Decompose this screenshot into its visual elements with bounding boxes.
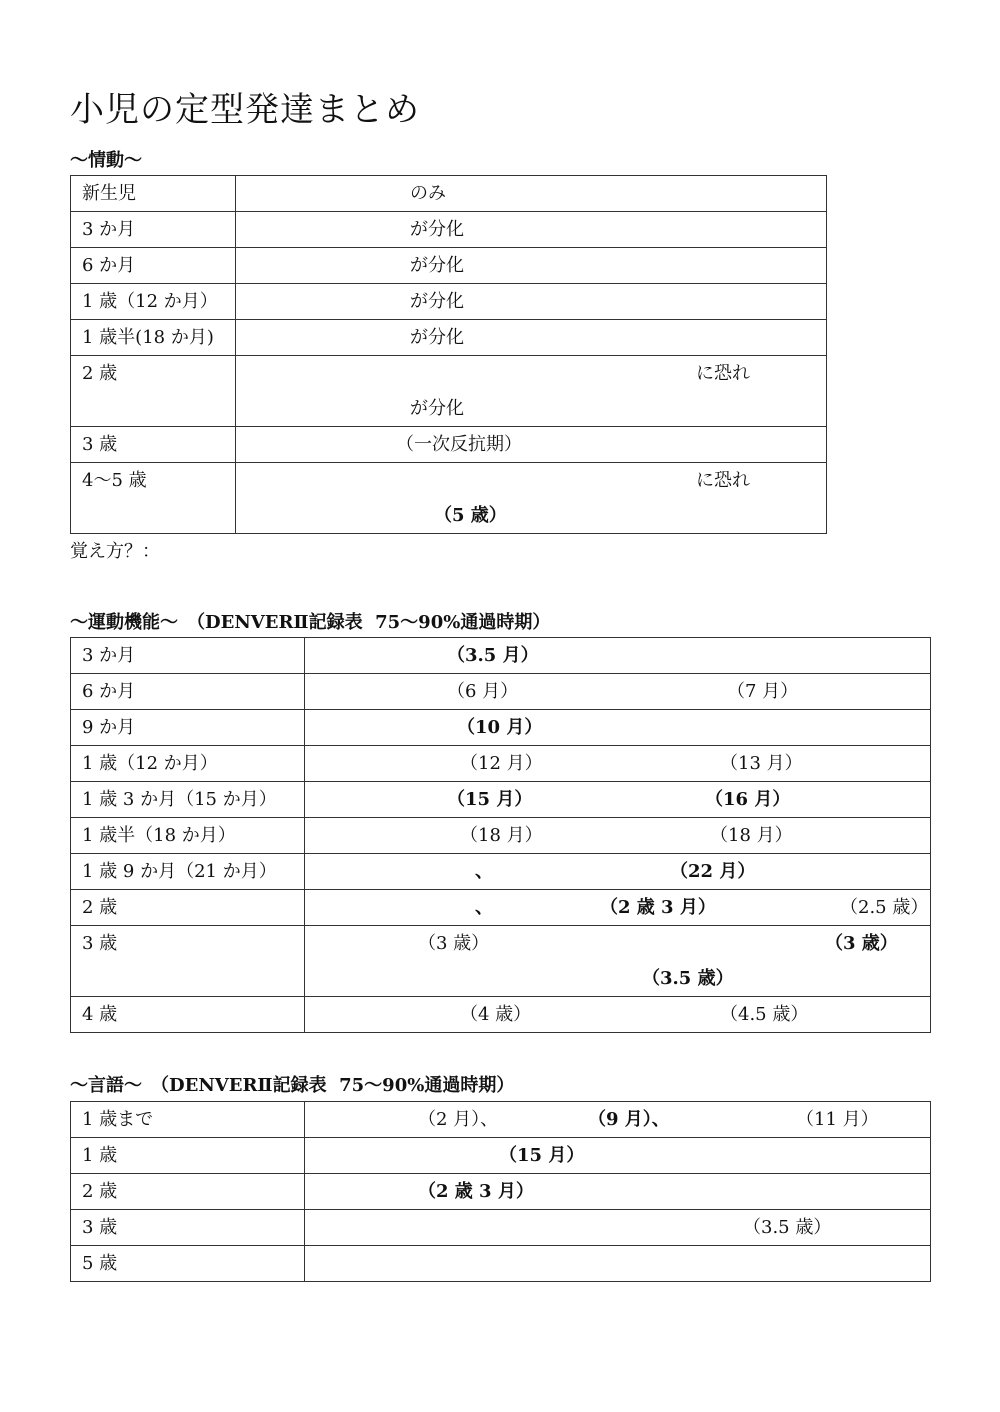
milestone-text: （15 月） (447, 789, 533, 810)
age-cell (71, 427, 236, 463)
language-table (70, 1101, 931, 1282)
language-row (71, 1174, 931, 1210)
age-label: 1 歳（12 か月） (82, 291, 218, 312)
age-cell (71, 854, 305, 890)
age-cell (71, 890, 305, 926)
milestone-text: （6 月） (447, 681, 519, 702)
milestone-line (305, 890, 930, 925)
language-row (71, 1102, 931, 1138)
milestone-text: （2 月）、 (418, 1109, 499, 1130)
age-label: 3 歳 (82, 933, 118, 954)
milestone-line (236, 427, 826, 462)
page-title: 小児の定型発達まとめ (70, 90, 420, 130)
milestone-cell (236, 356, 827, 427)
motor-table (70, 637, 931, 1033)
milestone-text: （2 歳 3 月） (418, 1181, 534, 1202)
milestone-text: （22 月） (670, 861, 756, 882)
milestone-text: が分化 (410, 398, 464, 419)
milestone-text: が分化 (410, 291, 464, 312)
milestone-line (305, 1102, 930, 1137)
emotion-row (71, 427, 827, 463)
milestone-cell (305, 997, 931, 1033)
milestone-text: （3.5 歳） (642, 968, 734, 989)
motor-row (71, 746, 931, 782)
milestone-line (305, 782, 930, 817)
age-label: 1 歳 9 か月（21 か月） (82, 861, 277, 882)
milestone-cell (305, 638, 931, 674)
age-cell (71, 176, 236, 212)
language-row (71, 1138, 931, 1174)
milestone-text: （12 月） (460, 753, 543, 774)
age-label: 2 歳 (82, 897, 118, 918)
milestone-cell (305, 854, 931, 890)
age-label: 3 か月 (82, 645, 136, 666)
age-cell (71, 926, 305, 997)
age-cell (71, 1210, 305, 1246)
age-label: 4〜5 歳 (82, 470, 147, 491)
milestone-line (236, 248, 826, 283)
milestone-cell (305, 674, 931, 710)
milestone-text: （18 月） (710, 825, 793, 846)
motor-heading: 〜運動機能〜 （DENVERⅡ記録表 75〜90%通過時期） (70, 612, 551, 633)
age-cell (71, 746, 305, 782)
emotion-row (71, 463, 827, 534)
emotion-row (71, 212, 827, 248)
language-row (71, 1210, 931, 1246)
age-cell (71, 782, 305, 818)
motor-row (71, 997, 931, 1033)
age-label: 1 歳（12 か月） (82, 753, 218, 774)
milestone-text: が分化 (410, 327, 464, 348)
milestone-text: （9 月）、 (588, 1109, 670, 1130)
milestone-cell (305, 1138, 931, 1174)
motor-row (71, 854, 931, 890)
age-label: 6 か月 (82, 681, 136, 702)
age-label: 4 歳 (82, 1004, 118, 1025)
age-cell (71, 320, 236, 356)
milestone-cell (305, 1210, 931, 1246)
motor-row (71, 782, 931, 818)
milestone-line (305, 1210, 930, 1245)
milestone-cell (305, 1246, 931, 1282)
age-label: 6 か月 (82, 255, 136, 276)
milestone-line (305, 926, 930, 961)
milestone-line (305, 1246, 930, 1281)
milestone-text: 、 (475, 861, 493, 882)
age-label: 9 か月 (82, 717, 136, 738)
age-label: 5 歳 (82, 1253, 118, 1274)
motor-row (71, 818, 931, 854)
milestone-cell (305, 890, 931, 926)
age-label: 1 歳 (82, 1145, 118, 1166)
milestone-text: 、 (475, 897, 493, 918)
milestone-text: （16 月） (705, 789, 791, 810)
emotion-row (71, 356, 827, 427)
milestone-cell (305, 710, 931, 746)
milestone-line (305, 710, 930, 745)
emotion-row (71, 284, 827, 320)
emotion-row (71, 320, 827, 356)
milestone-cell (305, 1174, 931, 1210)
milestone-cell (236, 212, 827, 248)
age-label: 2 歳 (82, 1181, 118, 1202)
milestone-text: のみ (410, 183, 446, 204)
age-cell (71, 674, 305, 710)
age-label: 1 歳半(18 か月) (82, 327, 214, 348)
age-label: 1 歳 3 か月（15 か月） (82, 789, 277, 810)
milestone-text: （4.5 歳） (720, 1004, 809, 1025)
age-cell (71, 356, 236, 427)
milestone-line (305, 818, 930, 853)
milestone-line (305, 997, 930, 1032)
milestone-text: （11 月） (796, 1109, 879, 1130)
milestone-line (305, 1138, 930, 1173)
milestone-text: （3 歳） (825, 933, 898, 954)
age-label: 新生児 (82, 183, 136, 204)
age-label: 3 歳 (82, 1217, 118, 1238)
milestone-text: （18 月） (460, 825, 543, 846)
emotion-table (70, 175, 827, 534)
milestone-cell (305, 926, 931, 997)
milestone-text: （2 歳 3 月） (600, 897, 716, 918)
milestone-cell (236, 427, 827, 463)
age-label: 1 歳半（18 か月） (82, 825, 236, 846)
age-cell (71, 1174, 305, 1210)
milestone-line (236, 356, 826, 391)
milestone-text: （15 月） (499, 1145, 585, 1166)
milestone-line (236, 320, 826, 355)
age-cell (71, 818, 305, 854)
age-label: 3 歳 (82, 434, 118, 455)
milestone-line (236, 463, 826, 498)
milestone-cell (236, 320, 827, 356)
milestone-text: （3 歳） (418, 933, 490, 954)
milestone-text: （3.5 歳） (743, 1217, 832, 1238)
milestone-cell (305, 818, 931, 854)
age-cell (71, 1102, 305, 1138)
age-cell (71, 212, 236, 248)
milestone-line (236, 391, 826, 426)
motor-row (71, 926, 931, 997)
age-label: 1 歳まで (82, 1109, 154, 1130)
age-cell (71, 997, 305, 1033)
age-cell (71, 284, 236, 320)
milestone-text: （3.5 月） (447, 645, 539, 666)
language-row (71, 1246, 931, 1282)
milestone-text: （2.5 歳） (840, 897, 929, 918)
age-cell (71, 463, 236, 534)
emotion-row (71, 248, 827, 284)
milestone-line (236, 284, 826, 319)
age-cell (71, 710, 305, 746)
milestone-cell (305, 746, 931, 782)
motor-row (71, 638, 931, 674)
milestone-line (236, 176, 826, 211)
milestone-line (305, 1174, 930, 1209)
motor-row (71, 674, 931, 710)
milestone-text: （10 月） (457, 717, 543, 738)
milestone-line (236, 212, 826, 247)
milestone-line (305, 746, 930, 781)
age-cell (71, 248, 236, 284)
memory-note: 覚え方？： (70, 541, 160, 562)
age-label: 2 歳 (82, 363, 118, 384)
age-cell (71, 1246, 305, 1282)
age-label: 3 か月 (82, 219, 136, 240)
milestone-text: （7 月） (727, 681, 799, 702)
milestone-cell (236, 284, 827, 320)
age-cell (71, 1138, 305, 1174)
milestone-line (305, 854, 930, 889)
milestone-text: （13 月） (720, 753, 803, 774)
milestone-cell (305, 1102, 931, 1138)
milestone-cell (236, 463, 827, 534)
emotion-row (71, 176, 827, 212)
milestone-text: （一次反抗期） (396, 434, 522, 455)
milestone-text: （5 歳） (434, 505, 507, 526)
motor-row (71, 710, 931, 746)
milestone-line (305, 674, 930, 709)
language-heading: 〜言語〜 （DENVERⅡ記録表 75〜90%通過時期） (70, 1075, 515, 1096)
emotion-heading: 〜情動〜 (70, 150, 142, 171)
milestone-line (305, 638, 930, 673)
milestone-text: （4 歳） (460, 1004, 532, 1025)
milestone-text: が分化 (410, 219, 464, 240)
milestone-cell (305, 782, 931, 818)
milestone-text: が分化 (410, 255, 464, 276)
milestone-cell (236, 248, 827, 284)
age-cell (71, 638, 305, 674)
milestone-line (305, 961, 930, 996)
milestone-cell (236, 176, 827, 212)
motor-row (71, 890, 931, 926)
milestone-text: に恐れ (696, 470, 750, 491)
milestone-line (236, 498, 826, 533)
milestone-text: に恐れ (696, 363, 750, 384)
